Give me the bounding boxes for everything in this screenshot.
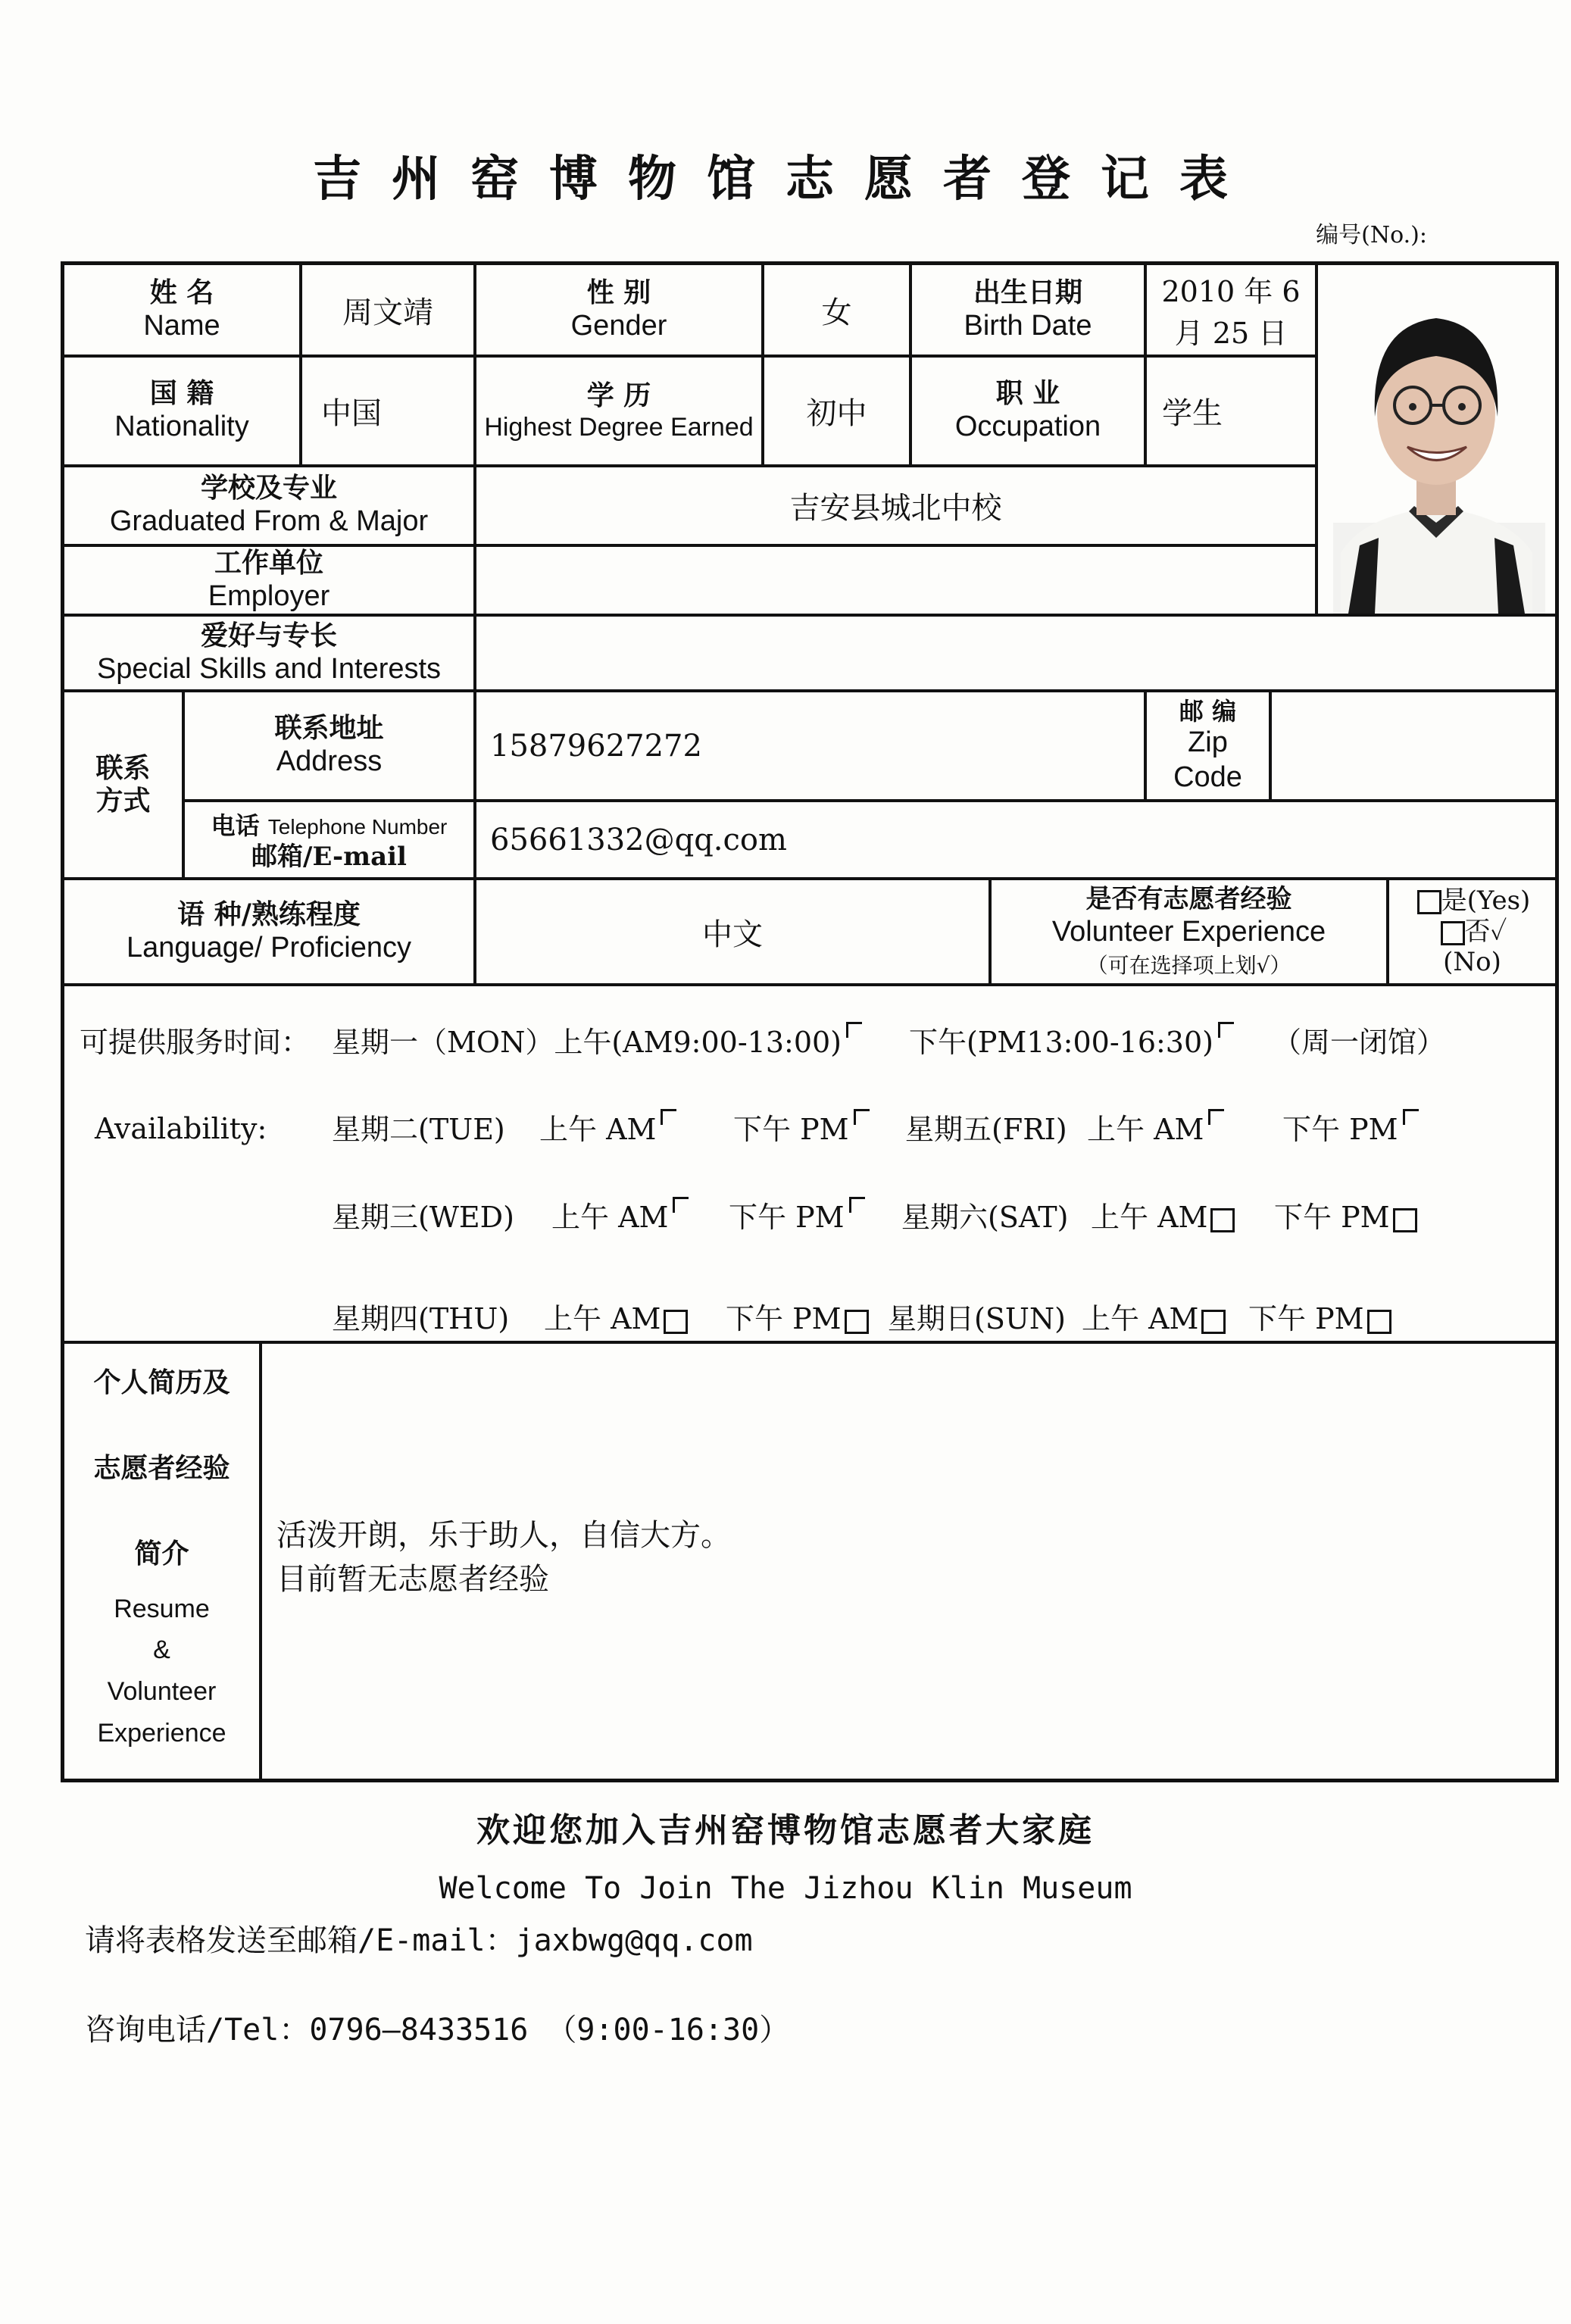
availability-intro: 可提供服务时间： xyxy=(80,1026,311,1059)
submit-email-line: 请将表格发送至邮箱/E-mail：jaxbwg@qq.com xyxy=(85,1923,753,1958)
sunday-am-checkbox[interactable] xyxy=(1201,1310,1226,1334)
serial-number-label: 编号(No.): xyxy=(1316,222,1427,248)
monday-am[interactable]: 星期一（MON）上午(AM9:00-13:00) xyxy=(332,1019,862,1060)
email-label: 邮箱/E-mail xyxy=(251,842,407,873)
welcome-message-en: Welcome To Join The Jizhou Klin Museum xyxy=(439,1871,1132,1906)
occupation-label: 职 业 Occupation xyxy=(954,377,1101,443)
thursday-am[interactable]: 上午 AM xyxy=(544,1295,688,1337)
saturday-pm-checkbox[interactable] xyxy=(1393,1208,1417,1232)
address-label: 联系地址 Address xyxy=(274,712,384,778)
skills-label: 爱好与专长 Special Skills and Interests xyxy=(96,619,442,685)
name-label: 姓 名 Name xyxy=(143,276,220,342)
tuesday-label: 星期二(TUE) xyxy=(332,1113,505,1146)
wednesday-label: 星期三(WED) xyxy=(332,1201,514,1234)
wednesday-am[interactable]: 上午 AM xyxy=(551,1194,689,1235)
thursday-am-checkbox[interactable] xyxy=(664,1310,688,1334)
degree-label: 学 历 Highest Degree Earned xyxy=(484,379,754,442)
language-value[interactable]: 中文 xyxy=(702,917,763,952)
email-value[interactable]: 65661332@qq.com xyxy=(490,822,787,857)
zip-code-value[interactable] xyxy=(1272,692,1555,799)
yes-checkbox[interactable] xyxy=(1417,890,1441,914)
contact-phone-line: 咨询电话/Tel：0796—8433516 （9:00-16:30） xyxy=(85,2013,790,2048)
resume-text[interactable]: 活泼开朗，乐于助人，自信大方。 目前暂无志愿者经验 xyxy=(276,1518,731,1597)
nationality-value[interactable]: 中国 xyxy=(321,396,382,431)
monday-closed-note: （周一闭馆） xyxy=(1273,1026,1446,1059)
employer-label: 工作单位 Employer xyxy=(208,546,330,612)
name-value[interactable]: 周文靖 xyxy=(342,295,433,330)
saturday-pm[interactable]: 下午 PM xyxy=(1274,1194,1417,1235)
friday-pm-checkbox[interactable] xyxy=(1403,1109,1419,1125)
availability-intro-en: Availability: xyxy=(95,1112,267,1145)
skills-value[interactable] xyxy=(476,617,1555,689)
tuesday-am-checkbox[interactable] xyxy=(661,1109,676,1125)
thursday-pm[interactable]: 下午 PM xyxy=(726,1295,869,1337)
gender-label: 性 别 Gender xyxy=(570,276,667,342)
language-label: 语 种/熟练程度 Language/ Proficiency xyxy=(126,898,412,964)
saturday-label: 星期六(SAT) xyxy=(901,1201,1069,1234)
gender-value[interactable]: 女 xyxy=(821,295,852,330)
birth-date-value[interactable]: 2010 年 6 月 25 日 xyxy=(1161,275,1301,350)
monday-pm[interactable]: 下午(PM13:00-16:30) xyxy=(909,1019,1234,1060)
no-option[interactable]: 否✓ xyxy=(1438,917,1507,948)
friday-am[interactable]: 上午 AM xyxy=(1087,1106,1224,1148)
yes-option[interactable]: 是(Yes) xyxy=(1414,886,1531,917)
wednesday-pm[interactable]: 下午 PM xyxy=(729,1194,865,1235)
monday-pm-checkbox[interactable] xyxy=(1218,1022,1234,1038)
check-mark-icon: ✓ xyxy=(1490,916,1507,947)
wednesday-am-checkbox[interactable] xyxy=(673,1197,689,1213)
tuesday-pm[interactable]: 下午 PM xyxy=(733,1106,870,1148)
welcome-message-zh: 欢迎您加入吉州窑博物馆志愿者大家庭 xyxy=(476,1811,1095,1850)
sunday-pm[interactable]: 下午 PM xyxy=(1248,1295,1391,1337)
sunday-am[interactable]: 上午 AM xyxy=(1082,1295,1226,1337)
resume-label: 个人简历及 志愿者经验 简介 Resume & Volunteer Experience xyxy=(93,1367,230,1748)
tuesday-pm-checkbox[interactable] xyxy=(854,1109,870,1125)
friday-label: 星期五(FRI) xyxy=(905,1113,1067,1146)
school-label: 学校及专业 Graduated From & Major xyxy=(109,472,429,538)
birth-date-label: 出生日期 Birth Date xyxy=(964,276,1092,342)
tuesday-am[interactable]: 上午 AM xyxy=(539,1106,676,1148)
no-checkbox[interactable] xyxy=(1441,921,1465,945)
sunday-pm-checkbox[interactable] xyxy=(1367,1310,1391,1334)
zip-code-label: 邮 编 Zip Code xyxy=(1173,696,1242,793)
volunteer-experience-options: 是(Yes) 否✓ (No) xyxy=(1389,880,1555,983)
thursday-label: 星期四(THU) xyxy=(332,1302,510,1335)
wednesday-pm-checkbox[interactable] xyxy=(849,1197,865,1213)
friday-pm[interactable]: 下午 PM xyxy=(1282,1106,1419,1148)
form-title: 吉州窑博物馆志愿者登记表 xyxy=(313,151,1258,208)
thursday-pm-checkbox[interactable] xyxy=(845,1310,869,1334)
volunteer-experience-label: 是否有志愿者经验 Volunteer Experience （可在选择项上划√） xyxy=(1051,883,1326,979)
occupation-value[interactable]: 学生 xyxy=(1162,396,1223,431)
nationality-label: 国 籍 Nationality xyxy=(114,377,249,443)
phone-label-en: Telephone Number xyxy=(267,815,448,839)
degree-value[interactable]: 初中 xyxy=(806,396,867,431)
school-value[interactable]: 吉安县城北中校 xyxy=(789,491,1002,526)
sunday-label: 星期日(SUN) xyxy=(888,1302,1066,1335)
address-value[interactable]: 15879627272 xyxy=(490,728,702,764)
saturday-am[interactable]: 上午 AM xyxy=(1091,1194,1235,1235)
monday-am-checkbox[interactable] xyxy=(846,1022,862,1038)
friday-am-checkbox[interactable] xyxy=(1208,1109,1224,1125)
phone-label-zh: 电话 xyxy=(211,811,260,841)
phone-email-label xyxy=(185,802,473,877)
saturday-am-checkbox[interactable] xyxy=(1210,1208,1235,1232)
contact-group-label: 联系 方式 xyxy=(95,751,151,817)
employer-value[interactable] xyxy=(476,547,1555,614)
